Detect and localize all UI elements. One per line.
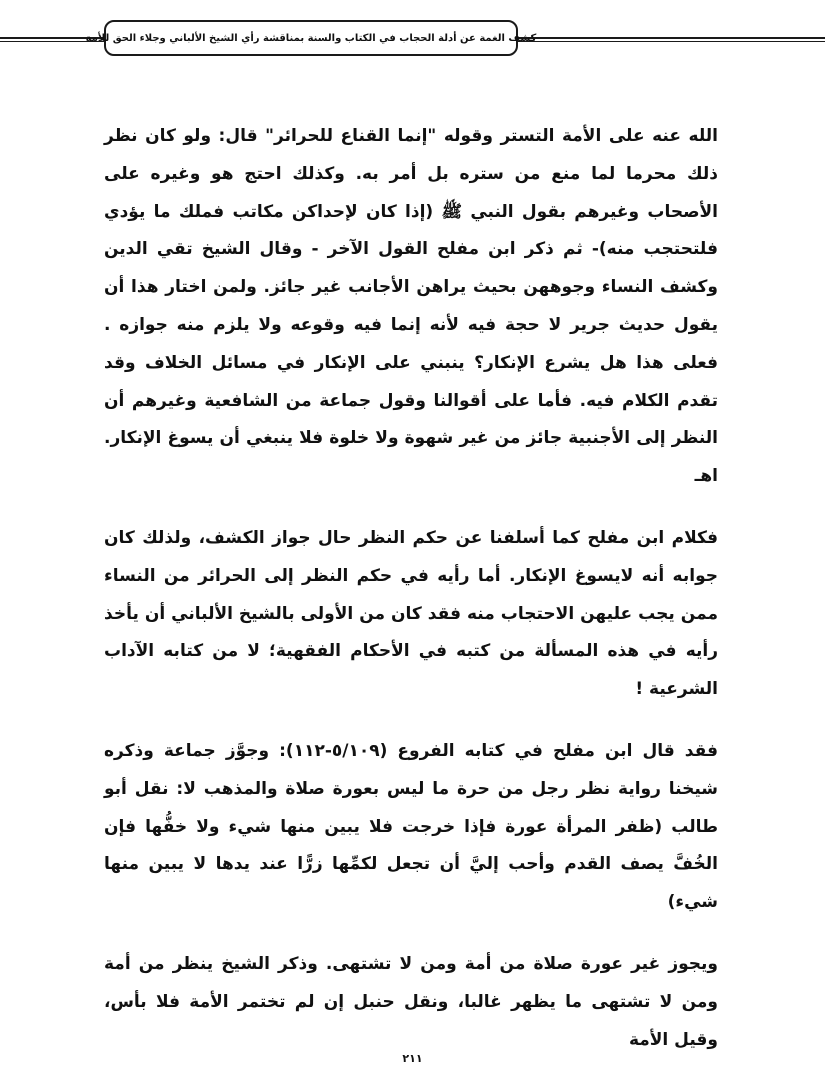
- paragraph-quote-continuation: الله عنه على الأمة التستر وقوله "إنما القناع للحرائر" قال: ولو كان نظر ذلك محرما لما منع من ستره بل أمر به. وكذلك احتج هو وغيره على الأصحاب وغيرهم بقول النبي ﷺ (إذا كان لإحداكن مكاتب فملك ما يؤدي فلتحتجب منه)- ثم ذكر ابن مفلح القول الآخر - وقال الشيخ تقي الدين وكشف النساء وجوههن بحيث يراهن الأجانب غير جائز. ولمن اختار هذا أن يقول حديث جرير لا حجة فيه لأنه إنما فيه وقوعه ولا يلزم منه جوازه . فعلى هذا هل يشرع الإنكار؟ ينبني على الإنكار في مسائل الخلاف وقد تقدم الكلام فيه. فأما على أقوالنا وقول جماعة من الشافعية وغيرهم أن النظر إلى الأجنبية جائز من غير شهوة ولا خلوة فلا ينبغي أن يسوغ الإنكار. اهـ: [104, 126, 718, 487]
- book-title: كشف الغمة عن أدلة الحجاب في الكتاب والسنة بمناقشة رأي الشيخ الألباني وجلاء الحق للأمة: [85, 32, 537, 44]
- paragraph-gap: [104, 496, 718, 520]
- running-header: [85, 20, 537, 56]
- page-number: ٢١١: [402, 1052, 423, 1065]
- paragraph-gap: [104, 709, 718, 733]
- paragraph-commentary: فكلام ابن مفلح كما أسلفنا عن حكم النظر حال جواز الكشف، ولذلك كان جوابه أنه لايسوغ الإنكار. أما رأيه في حكم النظر إلى الحرائر من النساء ممن يجب عليهن الاحتجاب منه فقد كان من الأولى بالشيخ الألباني أن يأخذ رأيه في هذه المسألة من كتبه في الأحكام الفقهية؛ لا من كتابه الآداب الشرعية !: [104, 527, 718, 700]
- page-body: [104, 118, 718, 1059]
- header-rule-right-secondary: [518, 41, 825, 42]
- paragraph-furu-quote: فقد قال ابن مفلح في كتابه الفروع (٥/١٠٩-١١٢): وجوَّز جماعة وذكره شيخنا رواية نظر رجل من حرة ما ليس بعورة صلاة والمذهب لا: نقل أبو طالب (ظفر المرأة عورة فإذا خرجت فلا يبين منها شيء ولا خفُّها فإن الخُفَّ يصف القدم وأحب إليَّ أن تجعل لكمِّها زرًّا عند يدها لا يبين منها شيء): [104, 740, 718, 913]
- header-rule-right: [518, 37, 825, 39]
- paragraph-gap: [104, 922, 718, 946]
- paragraph-amah-ruling: ويجوز غير عورة صلاة من أمة ومن لا تشتهى. وذكر الشيخ ينظر من أمة ومن لا تشتهى ما يظهر غالبا، ونقل حنبل إن لم تختمر الأمة فلا بأس، وقيل الأمة: [104, 953, 718, 1050]
